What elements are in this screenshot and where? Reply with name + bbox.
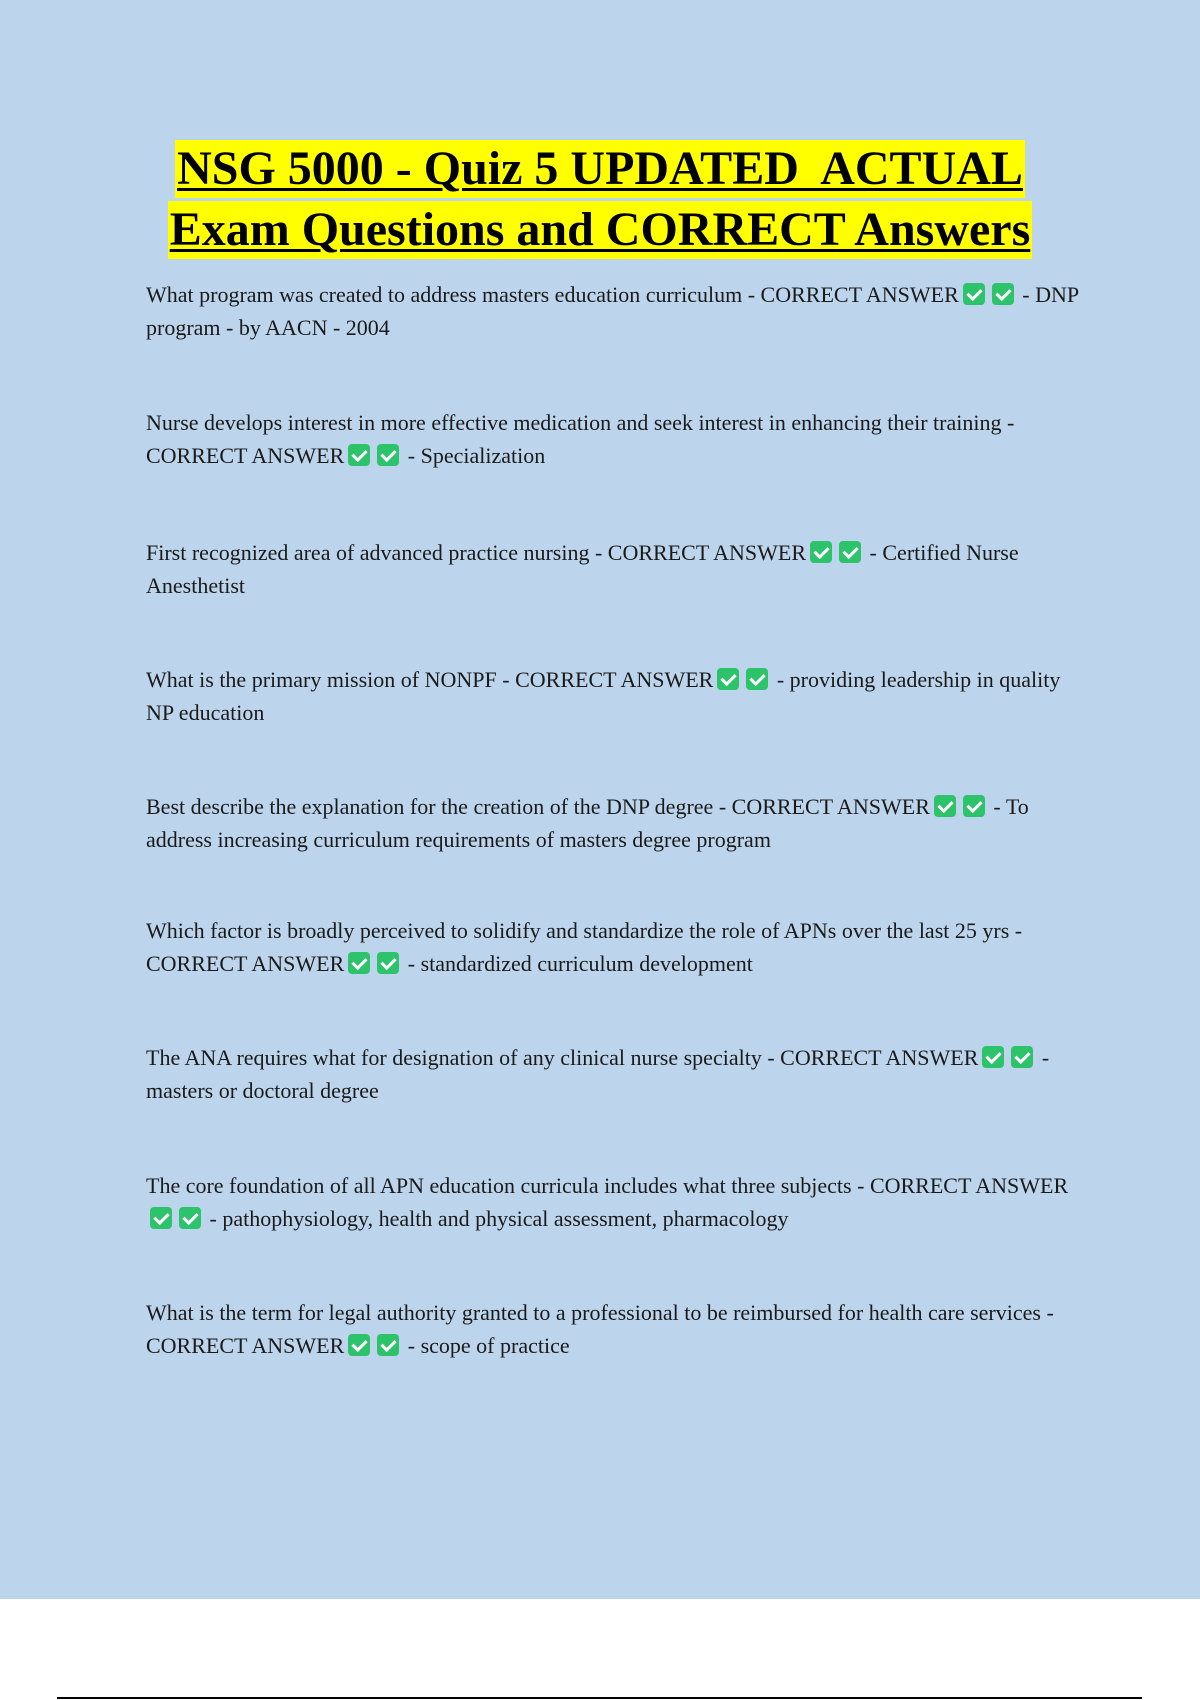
answer-text: providing leadership in quality NP education [146, 667, 1061, 725]
question-text: The ANA requires what for designation of any clinical nurse specialty [146, 1045, 762, 1070]
qa-item: What is the term for legal authority granted to a professional to be reimbursed for health care services - CORRECT ANSWER - scope of practice [146, 1300, 1054, 1358]
question-text: What is the term for legal authority granted to a professional to be reimbursed for health care services [146, 1300, 1041, 1325]
green-check-icon [179, 1207, 201, 1229]
answer-marker: CORRECT ANSWER [515, 667, 714, 692]
answer-text: scope of practice [420, 1333, 570, 1358]
question-text: What is the primary mission of NONPF [146, 667, 497, 692]
answer-text: masters or doctoral degree [146, 1078, 379, 1103]
question-text: Which factor is broadly perceived to solidify and standardize the role of APNs over the last 25 yrs [146, 918, 1010, 943]
qa-item: Best describe the explanation for the creation of the DNP degree - CORRECT ANSWER - To address increasing curriculum requirements of masters degree program [146, 794, 1029, 852]
green-check-icon [982, 1046, 1004, 1068]
green-check-icon [377, 1334, 399, 1356]
qa-item: First recognized area of advanced practice nursing - CORRECT ANSWER - Certified Nurse Anesthetist [146, 540, 1019, 598]
green-check-icon [934, 795, 956, 817]
green-check-icon [348, 444, 370, 466]
footer-rule [57, 1697, 1142, 1699]
answer-marker: CORRECT ANSWER [146, 951, 345, 976]
question-text: What program was created to address masters education curriculum [146, 282, 743, 307]
answer-text: Certified Nurse Anesthetist [146, 540, 1019, 598]
answer-marker: CORRECT ANSWER [607, 540, 807, 565]
green-check-icon [963, 283, 985, 305]
green-check-icon [963, 795, 985, 817]
qa-item: What is the primary mission of NONPF - CORRECT ANSWER - providing leadership in quality NP education [146, 667, 1061, 725]
answer-text: Specialization [420, 443, 546, 468]
question-text: First recognized area of advanced practice nursing [146, 540, 590, 565]
answer-text: standardized curriculum development [420, 951, 753, 976]
green-check-icon [348, 1334, 370, 1356]
title-line-2: Exam Questions and CORRECT Answers [168, 201, 1033, 259]
green-check-icon [377, 444, 399, 466]
answer-marker: CORRECT ANSWER [731, 794, 930, 819]
answer-text: DNP program - by AACN - 2004 [146, 282, 1079, 340]
qa-item: Nurse develops interest in more effective medication and seek interest in enhancing their training - CORRECT ANSWER - Specialization [146, 410, 1015, 468]
green-check-icon [992, 283, 1014, 305]
qa-item: Which factor is broadly perceived to solidify and standardize the role of APNs over the last 25 yrs - CORRECT ANSWER - standardized curriculum development [146, 918, 1023, 976]
document-title [0, 140, 1200, 262]
qa-item: The core foundation of all APN education curricula includes what three subjects - CORRECT ANSWER - pathophysiology, health and physical assessment, pharmacology [146, 1173, 1069, 1231]
green-check-icon [810, 541, 832, 563]
qa-item: The ANA requires what for designation of any clinical nurse specialty - CORRECT ANSWER - masters or doctoral degree [146, 1045, 1050, 1103]
title-line-1: NSG 5000 - Quiz 5 UPDATED ACTUAL [175, 140, 1025, 198]
answer-marker: CORRECT ANSWER [146, 443, 345, 468]
answer-marker: CORRECT ANSWER [780, 1045, 979, 1070]
green-check-icon [150, 1207, 172, 1229]
answer-marker: CORRECT ANSWER [760, 282, 959, 307]
green-check-icon [348, 952, 370, 974]
green-check-icon [839, 541, 861, 563]
green-check-icon [1011, 1046, 1033, 1068]
answer-marker: CORRECT ANSWER [869, 1173, 1069, 1198]
green-check-icon [717, 668, 739, 690]
question-text: Nurse develops interest in more effective medication and seek interest in enhancing their training [146, 410, 1002, 435]
qa-item: What program was created to address masters education curriculum - CORRECT ANSWER - DNP program - by AACN - 2004 [146, 282, 1079, 340]
green-check-icon [377, 952, 399, 974]
question-text: The core foundation of all APN education curricula includes what three subjects [146, 1173, 852, 1198]
answer-text: To address increasing curriculum requirements of masters degree program [146, 794, 1029, 852]
question-text: Best describe the explanation for the creation of the DNP degree [146, 794, 714, 819]
answer-text: pathophysiology, health and physical assessment, pharmacology [222, 1206, 789, 1231]
green-check-icon [746, 668, 768, 690]
answer-marker: CORRECT ANSWER [146, 1333, 345, 1358]
